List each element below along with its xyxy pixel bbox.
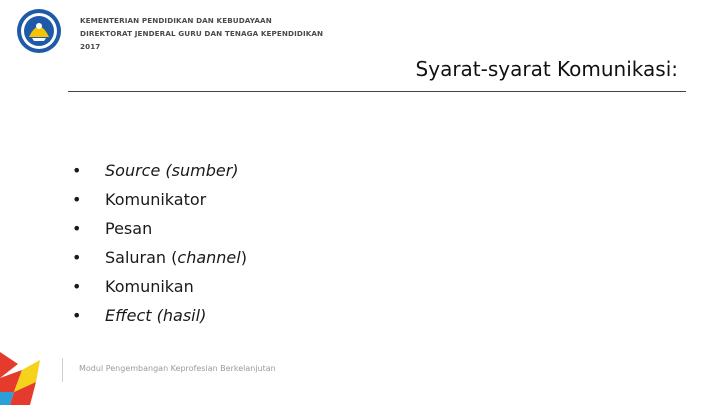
- org-name-line: KEMENTERIAN PENDIDIKAN DAN KEBUDAYAAN: [80, 16, 272, 25]
- bullet-text: [105, 301, 206, 330]
- bullet-text-segment: ): [240, 248, 247, 267]
- bullet-text: [105, 214, 152, 243]
- tut-wuri-handayani-emblem-icon: [16, 8, 62, 54]
- bullet-point: •: [72, 161, 82, 180]
- bullet-text-segment: Source (sumber): [105, 161, 239, 180]
- bullet-text-segment: Pesan: [105, 219, 153, 238]
- bullet-point: •: [72, 248, 82, 267]
- geometric-corner-decoration-icon: [0, 352, 44, 405]
- footer-module-title: Modul Pengembangan Keprofesian Berkelanjutan: [79, 364, 276, 373]
- slide-title: Syarat-syarat Komunikasi:: [415, 57, 678, 81]
- organization-header: [80, 14, 323, 53]
- org-year-line: 2017: [80, 42, 101, 51]
- bullet-text: [105, 272, 194, 301]
- bullet-text-segment: Komunikator: [105, 190, 207, 209]
- footer-divider: [62, 358, 63, 382]
- bullet-point: •: [72, 277, 82, 296]
- bullet-text-segment: Effect (hasil): [105, 306, 207, 325]
- bullet-text: [105, 243, 247, 272]
- bullet-text: [105, 156, 239, 185]
- bullet-point: •: [72, 306, 82, 325]
- bullet-text: [105, 185, 206, 214]
- bullet-point: •: [72, 190, 82, 209]
- title-divider: [68, 91, 686, 92]
- bullet-text-segment: Komunikan: [105, 277, 194, 296]
- bullet-point: •: [72, 219, 82, 238]
- org-directorate-line: DIREKTORAT JENDERAL GURU DAN TENAGA KEPENDIDIKAN: [80, 29, 324, 38]
- bullet-text-segment: channel: [177, 248, 241, 267]
- bullet-text-segment: Saluran (: [105, 248, 178, 267]
